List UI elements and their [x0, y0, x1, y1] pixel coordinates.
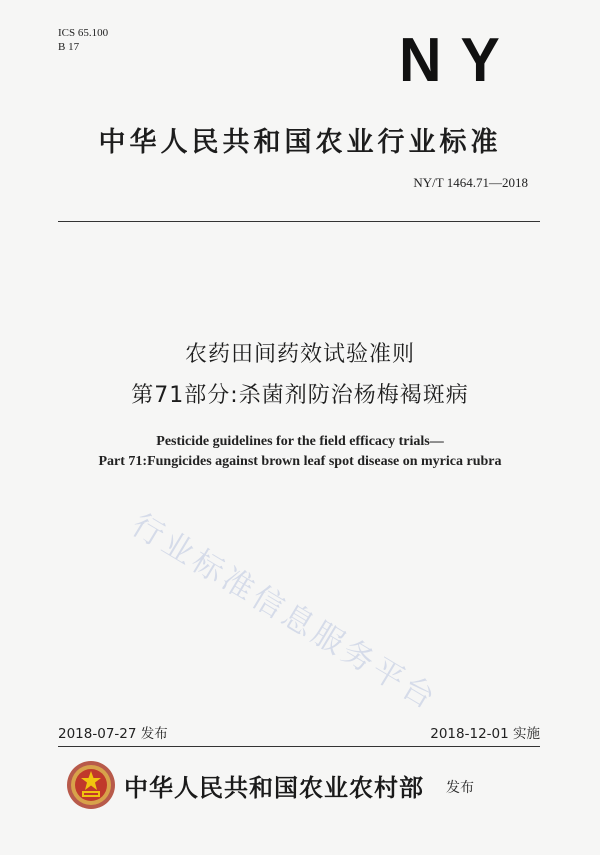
issuing-suffix: 发布 [446, 780, 474, 796]
implementation-date: 2018-12-01 实施 [430, 726, 540, 742]
header-divider [58, 221, 540, 222]
english-title-line-1: Pesticide guidelines for the field efficacy trials— [156, 434, 444, 449]
standard-number: NY/T 1464.71—2018 [413, 175, 528, 190]
issue-date: 2018-07-27 发布 [58, 726, 168, 742]
standard-type-title: 中华人民共和国农业行业标准 [98, 127, 502, 158]
footer-divider [58, 746, 540, 747]
chinese-title-line-1: 农药田间药效试验准则 [184, 342, 415, 367]
ics-code: ICS 65.100 [58, 27, 109, 39]
english-title-line-2: Part 71:Fungicides against brown leaf spot disease on myrica rubra [98, 454, 502, 469]
issuing-authority: 中华人民共和国农业农村部 [124, 774, 424, 802]
national-emblem-icon [66, 760, 116, 810]
classification-codes [58, 26, 108, 54]
ccs-code: B 17 [58, 41, 80, 53]
watermark: 行业标准信息服务平台 [125, 506, 444, 718]
ny-logo: NY [399, 26, 519, 95]
chinese-title-line-2: 第71部分:杀菌剂防治杨梅褐斑病 [131, 383, 469, 408]
